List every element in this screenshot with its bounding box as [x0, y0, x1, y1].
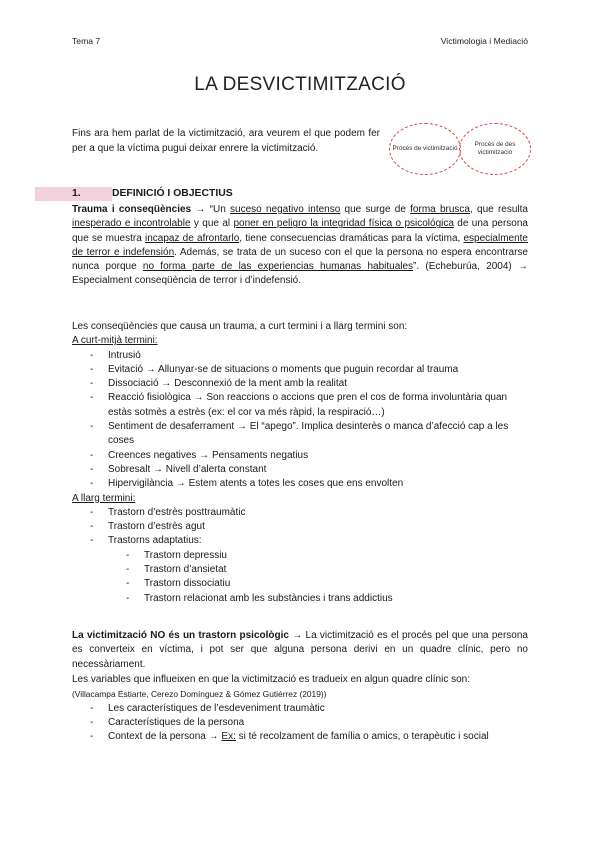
- citation: (Villacampa Estiarte, Cerezo Domínguez & Gómez Gutiérrez (2019)): [72, 689, 327, 700]
- list-item: - Trastorn dissociatiu: [72, 577, 528, 591]
- section-heading: [72, 187, 532, 201]
- list-item: - Característiques de la persona: [72, 716, 528, 730]
- trauma-label: Trauma i conseqüències: [72, 204, 192, 215]
- consequences-intro: Les conseqüències que causa un trauma, a curt termini i a llarg termini son:: [72, 321, 408, 332]
- header-topic: Tema 7: [72, 36, 101, 46]
- list-item: - Dissociació → Desconnexió de la ment amb la realitat: [72, 377, 528, 391]
- long-term-list: [72, 506, 528, 606]
- list-item: - Sobresalt → Nivell d’alerta constant: [72, 463, 528, 477]
- variables-section: [72, 673, 528, 744]
- consequences-section: [72, 320, 528, 606]
- list-item: - Hipervigilància → Estem atents a totes les coses que ens envolten: [72, 477, 528, 491]
- list-item: - Trastorn d’estrès agut: [72, 520, 528, 534]
- header-subject: Victimologia i Mediació: [440, 36, 528, 46]
- list-item: - Trastorn d’ansietat: [72, 563, 528, 577]
- page-header: [72, 36, 528, 50]
- intro-paragraph: Fins ara hem parlat de la victimització, ara veurem el que podem fer per a que la víctima pugui deixar enrere la victimització.: [72, 128, 380, 154]
- list-item: - Intrusió: [72, 349, 528, 363]
- list-item: - Context de la persona → Ex: si té recolzament de família o amics, o terapèutic i social: [72, 730, 528, 744]
- trauma-paragraph: Trauma i conseqüències → “Un suceso negativo intenso que surge de forma brusca, que resulta inesperado e incontrolable y que al poner en peligro la integridad física o psicológica de una persona que se muestra incapaz de afrontarlo, tiene consecuencias dramáticas para la víctima, especialmente de terror e indefensión. Además, se trata de un suceso con el que la persona no espera encontrarse nunca porque no forma parte de las experiencias humanas habituales”. (Echeburúa, 2004) → Especialment conseqüència de terror i d’indefensió.: [72, 204, 529, 287]
- long-term-label: A llarg termini:: [72, 492, 136, 504]
- short-term-list: [72, 349, 528, 492]
- disorder-paragraph: La victimització NO és un trastorn psicològic → La victimització es el procés pel que una persona es converteix en víctima, i pot ser que alguna persona derivi en un quadre clínic, pero no necessàriament.: [72, 630, 528, 670]
- list-item: - Creences negatives → Pensaments negatius: [72, 449, 528, 463]
- short-term-label: A curt-mitjà termini:: [72, 335, 158, 347]
- circle-label: Procés de victimització: [392, 144, 458, 152]
- list-item: - Sentiment de desaferrament → El “apego”. Implica desinterès o manca d’afecció cap a les coses: [72, 420, 528, 449]
- list-item: - Les característiques de l’esdeveniment traumàtic: [72, 702, 528, 716]
- victimization-process-circle: [389, 123, 461, 175]
- list-item: - Trastorn depressiu: [72, 549, 528, 563]
- list-item: - Reacció fisiològica → Son reaccions o accions que pren el cos de forma involuntària quan estàs sotmès a estrès (ex: el cor va més ràpid, la respiració…): [72, 391, 528, 420]
- circle-label: Procés de des victimització: [474, 140, 516, 156]
- list-item: - Evitació → Allunyar-se de situacions o moments que puguin recordar al trauma: [72, 363, 528, 377]
- section-title: DEFINICIÓ I OBJECTIUS: [112, 188, 233, 199]
- page-title: LA DESVICTIMITZACIÓ: [194, 74, 406, 95]
- variables-list: [72, 702, 528, 745]
- list-item: - Trastorn d’estrès posttraumàtic: [72, 506, 528, 520]
- list-item: - Trastorn relacionat amb les substàncies i trans addictius: [72, 592, 528, 606]
- section-number: 1.: [35, 187, 112, 201]
- disorder-statement: La victimització NO és un trastorn psicològic: [72, 630, 289, 641]
- devictimization-process-circle: [459, 123, 531, 175]
- variables-intro: Les variables que influeixen en que la victimització es tradueix en algun quadre clínic son:: [72, 674, 471, 685]
- list-item: - Trastorns adaptatius:: [72, 534, 528, 548]
